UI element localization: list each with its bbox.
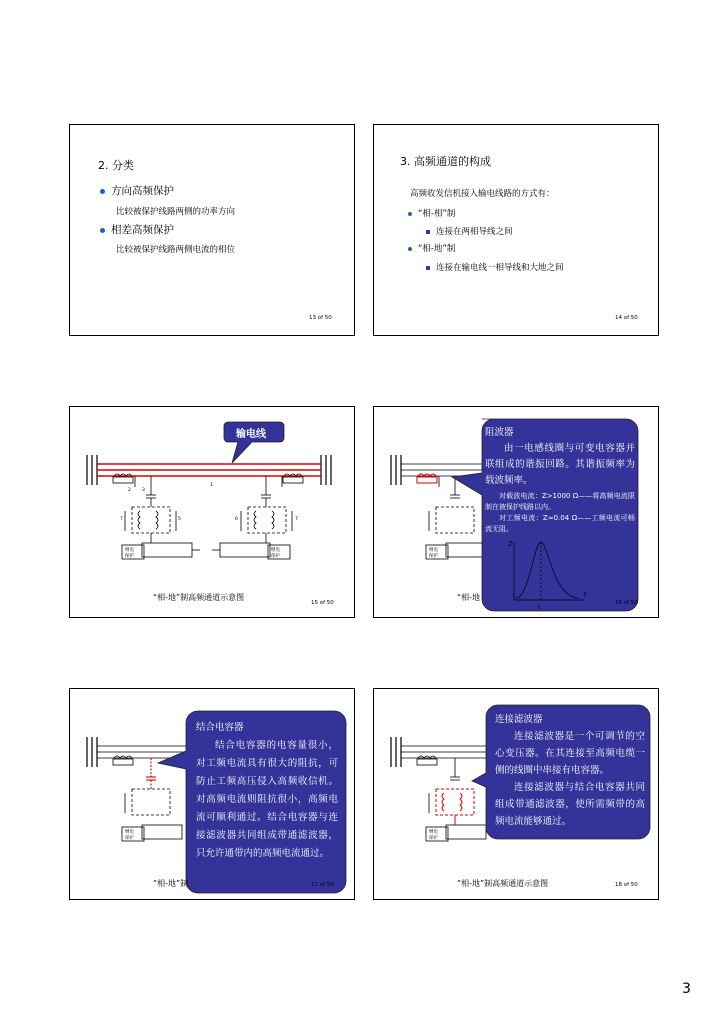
- slide-title: 2. 分类: [98, 159, 134, 172]
- slide-page-number: 16 of 50: [615, 600, 638, 606]
- slide-15: [69, 406, 355, 618]
- square-bullet-icon: [426, 230, 430, 234]
- diagram-label: 3: [142, 488, 145, 493]
- bullet-dot-icon: [408, 212, 412, 216]
- callout-body: 连接滤波器与结合电容器共同组成带通滤波器，使所需频带的高频电流能够通过。: [495, 782, 645, 827]
- relay-label: 保护: [271, 554, 280, 559]
- slide-intro: 高频收发信机接入输电线路的方式有：: [410, 189, 555, 199]
- callout-title: 连接滤波器: [495, 714, 543, 725]
- relay-label: 继电: [429, 830, 438, 835]
- slide-caption: “相-地”制高频通道示意图: [457, 879, 549, 888]
- bullet-desc: 比较被保护线路两侧的功率方向: [116, 207, 236, 217]
- slide-17: [69, 688, 355, 900]
- diagram-label: 5: [178, 517, 181, 522]
- slide-caption: “相-地”制高频通道示意图: [153, 593, 245, 602]
- callout-body: 连接滤波器是一个可调节的空心变压器。在其连接至高频电缆一侧的线圈中串接有电容器。: [495, 731, 645, 776]
- relay-label: 继电: [271, 548, 280, 553]
- relay-label: 继电: [125, 548, 134, 553]
- slide-14: [373, 124, 659, 336]
- slide-13: [69, 124, 355, 336]
- callout-note: 对工频电流：Z≈0.04 Ω——工频电流可畅流无阻。: [485, 514, 635, 533]
- relay-label: 保护: [429, 836, 438, 841]
- callout-title: 结合电容器: [196, 722, 244, 733]
- relay-label: 继电: [429, 548, 438, 553]
- callout-body: 由一电感线圈与可变电容器并联组成的谐振回路。其谐振频率为载波频率。: [485, 443, 635, 486]
- diagram-label: 7: [295, 517, 298, 522]
- diagram-label: 7: [120, 517, 123, 522]
- callout-text: [196, 719, 338, 863]
- bullet-dot-icon: [408, 247, 412, 251]
- impedance-curve: [374, 407, 658, 617]
- document-page-number: 3: [682, 981, 691, 997]
- sub-bullet: 连接在输电线一相导线和大地之间: [426, 261, 564, 273]
- slide-caption: “相-地”制: [153, 879, 189, 888]
- slide-title: 3. 高频通道的构成: [400, 155, 491, 168]
- relay-label: 保护: [125, 554, 134, 559]
- relay-label: 继电: [125, 830, 134, 835]
- slide-page-number: 17 of 50: [311, 882, 334, 888]
- slide-18: [373, 688, 659, 900]
- callout-title: 阻波器: [485, 427, 514, 438]
- axis-label: f₁: [538, 605, 542, 611]
- slide-caption: “相-地: [457, 593, 481, 602]
- slide-page-number: 15 of 50: [311, 600, 334, 606]
- bullet-item: 方向高频保护: [100, 183, 174, 198]
- square-bullet-icon: [426, 266, 430, 270]
- slide-16: [373, 406, 659, 618]
- bullet-item: “相-地”制: [408, 242, 455, 254]
- sub-bullet: 连接在两相导线之间: [426, 225, 513, 237]
- bullet-dot-icon: [100, 228, 105, 233]
- slide-page-number: 13 of 50: [309, 315, 332, 321]
- bullet-desc: 比较被保护线路两侧电流的相位: [116, 245, 236, 255]
- callout-body: 结合电容器的电容量很小，对工频电流具有很大的阻抗，可防止工频高压侵入高频收信机。对高频电流则阻抗很小，高频电流可顺利通过。结合电容器与连接滤波器共同组成带通滤波器，只允许通带内的高频电流通过。: [196, 740, 338, 859]
- callout-note: 对载波电流：Z>1000 Ω——将高频电流限制在被保护线路以内。: [485, 492, 635, 511]
- axis-label: f: [584, 592, 587, 599]
- bullet-dot-icon: [100, 189, 105, 194]
- slide-page-number: 18 of 50: [615, 882, 638, 888]
- relay-label: 保护: [429, 554, 438, 559]
- bullet-item: “相-相”制: [408, 207, 455, 219]
- diagram-label: 2: [128, 488, 131, 493]
- diagram-label: 6: [235, 517, 238, 522]
- diagram-label: 1: [210, 483, 213, 488]
- callout-label: 输电线: [236, 429, 266, 440]
- relay-label: 保护: [125, 836, 134, 841]
- callout-text: [495, 711, 645, 830]
- slide-page-number: 14 of 50: [615, 315, 638, 321]
- callout-shape: [70, 407, 354, 617]
- axis-label: Z: [508, 541, 513, 548]
- bullet-item: 相差高频保护: [100, 222, 174, 237]
